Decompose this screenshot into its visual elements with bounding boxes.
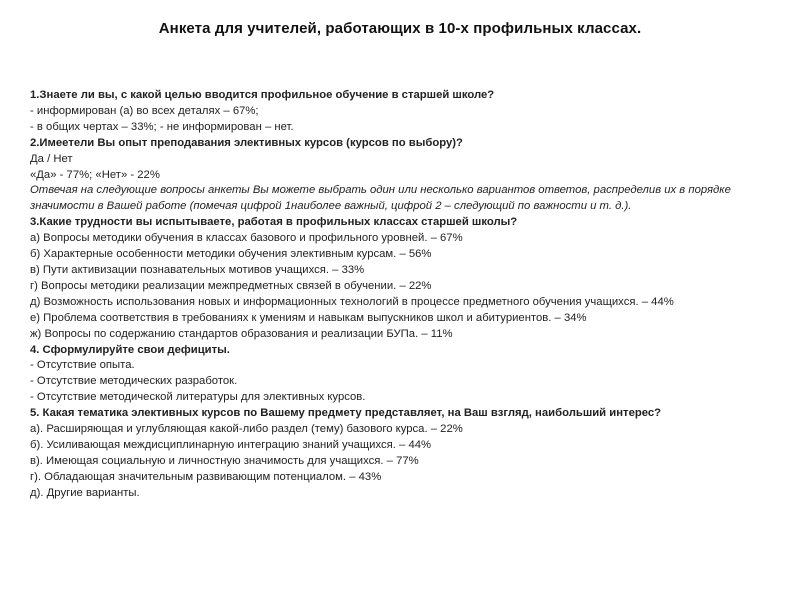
question-5-item: г). Обладающая значительным развивающим потенциалом. – 43% [30, 470, 382, 483]
question-2-heading: 2.Имеетели Вы опыт преподавания элективных курсов (курсов по выбору)? [30, 136, 463, 149]
document-title: Анкета для учителей, работающих в 10-х профильных классах. [158, 20, 642, 37]
question-2-options: Да / Нет [30, 152, 73, 165]
question-1-answer-1: - информирован (а) во всех деталях – 67%; [30, 104, 259, 117]
question-1-answer-2: - в общих чертах – 33%; - не информирован – нет. [30, 120, 294, 133]
question-3-item: а) Вопросы методики обучения в классах базового и профильного уровней. – 67% [30, 232, 463, 245]
question-4-heading: 4. Сформулируйте свои дефициты. [30, 343, 230, 356]
question-5-item: б). Усиливающая междисциплинарную интеграцию знаний учащихся. – 44% [30, 438, 432, 451]
question-3-item: г) Вопросы методики реализации межпредметных связей в обучении. – 22% [30, 279, 432, 292]
question-3-item: в) Пути активизации познавательных мотивов учащихся. – 33% [30, 263, 365, 276]
survey-instruction: Отвечая на следующие вопросы анкеты Вы можете выбрать один или несколько вариантов ответов, распределив их в порядке значимости в Вашей работе (помечая цифрой 1наиболее важный, цифрой 2 – следующий по важности и т. д.). [30, 184, 731, 213]
question-5-heading: 5. Какая тематика элективных курсов по Вашему предмету представляет, на Ваш взгляд, наибольший интерес? [30, 407, 662, 420]
question-3-item: ж) Вопросы по содержанию стандартов образования и реализации БУПа. – 11% [30, 327, 453, 340]
question-1-heading: 1.Знаете ли вы, с какой целью вводится профильное обучение в старшей школе? [30, 89, 495, 101]
question-4-item: - Отсутствие методических разработок. [30, 375, 238, 388]
question-3-heading: 3.Какие трудности вы испытываете, работая в профильных классах старшей школы? [30, 216, 518, 229]
question-3-item: е) Проблема соответствия в требованиях к умениям и навыкам выпускников школ и абитуриентов. – 34% [30, 311, 587, 324]
question-3-item: б) Характерные особенности методики обучения элективным курсам. – 56% [30, 248, 432, 261]
question-3-item: д) Возможность использования новых и информационных технологий в процессе предметного обучения учащихся. – 44% [30, 295, 674, 308]
question-4-item: - Отсутствие опыта. [30, 359, 135, 372]
question-2-result: «Да» - 77%; «Нет» - 22% [30, 168, 160, 181]
question-5-item: в). Имеющая социальную и личностную значимость для учащихся. – 77% [30, 454, 419, 467]
question-5-item: д). Другие варианты. [30, 486, 140, 499]
question-5-item: а). Расширяющая и углубляющая какой-либо раздел (тему) базового курса. – 22% [30, 423, 463, 436]
question-4-item: - Отсутствие методической литературы для элективных курсов. [30, 391, 366, 404]
survey-content [30, 88, 780, 502]
